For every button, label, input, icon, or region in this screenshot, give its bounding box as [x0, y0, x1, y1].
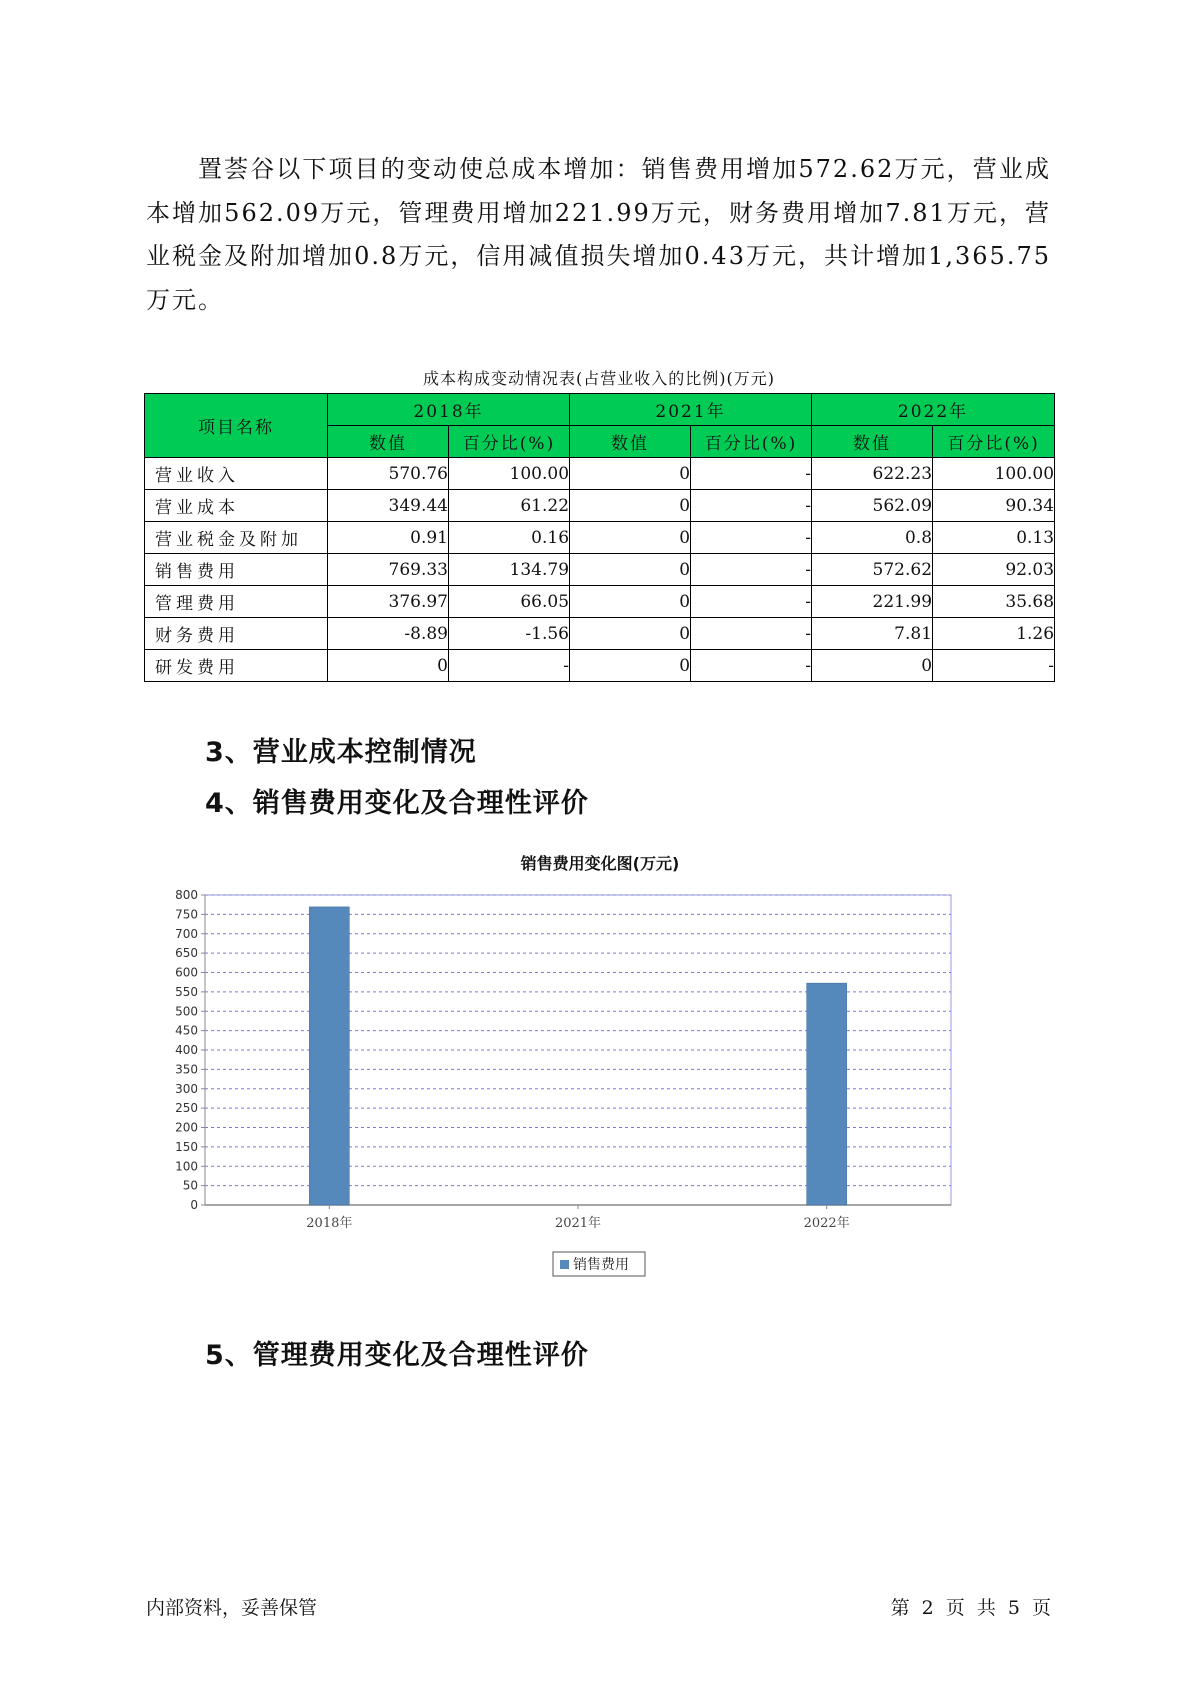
table-cell: 0: [812, 650, 933, 682]
subheader-pct: 百分比(%): [449, 426, 570, 458]
table-cell: 570.76: [328, 458, 449, 490]
y-tick-label: 550: [175, 984, 198, 999]
y-tick-label: 750: [175, 907, 198, 922]
table-cell: 90.34: [933, 490, 1055, 522]
table-cell: 61.22: [449, 490, 570, 522]
table-cell: 0: [570, 554, 691, 586]
subheader-value: 数值: [812, 426, 933, 458]
body-paragraph: 置荟谷以下项目的变动使总成本增加：销售费用增加572.62万元，营业成本增加562.09万元，管理费用增加221.99万元，财务费用增加7.81万元，营业税金及附加增加0.8万元，信用减值损失增加0.43万元，共计增加1,365.75万元。: [146, 155, 1051, 314]
table-cell: 0: [570, 650, 691, 682]
x-tick-label: 2018年: [306, 1216, 353, 1231]
header-year: 2021年: [570, 394, 812, 426]
table-cell: 35.68: [933, 586, 1055, 618]
header-year: 2022年: [812, 394, 1055, 426]
y-tick-label: 300: [175, 1081, 198, 1096]
row-name-cell: 研发费用: [145, 650, 328, 682]
table-caption: 成本构成变动情况表(占营业收入的比例)(万元): [423, 369, 775, 388]
y-tick-label: 800: [175, 888, 198, 902]
table-cell: 0: [328, 650, 449, 682]
table-cell: 0.13: [933, 522, 1055, 554]
table-cell: 92.03: [933, 554, 1055, 586]
y-tick-label: 450: [175, 1023, 198, 1038]
table-cell: -: [691, 650, 812, 682]
row-name-cell: 营业成本: [145, 490, 328, 522]
table-header-row: [145, 394, 1055, 426]
section-heading-4: 4、销售费用变化及合理性评价: [205, 788, 589, 819]
section-heading-3: 3、营业成本控制情况: [205, 737, 477, 768]
row-name-cell: 营业税金及附加: [145, 522, 328, 554]
legend-label: 销售费用: [573, 1257, 629, 1273]
table-cell: -: [691, 586, 812, 618]
row-name-cell: 管理费用: [145, 586, 328, 618]
legend-swatch: [560, 1260, 569, 1269]
table-cell: 0: [570, 618, 691, 650]
y-tick-label: 600: [175, 965, 198, 980]
bar: [807, 983, 847, 1205]
table-cell: 0: [570, 458, 691, 490]
row-name-cell: 营业收入: [145, 458, 328, 490]
table-cell: 769.33: [328, 554, 449, 586]
chart-title: 销售费用变化图(万元): [520, 854, 680, 873]
table-cell: -: [691, 490, 812, 522]
table-row: [145, 490, 1055, 522]
table-cell: 221.99: [812, 586, 933, 618]
section-heading-5: 5、管理费用变化及合理性评价: [205, 1340, 589, 1371]
header-year: 2018年: [328, 394, 570, 426]
cost-structure-table: [144, 393, 1055, 682]
table-cell: 66.05: [449, 586, 570, 618]
y-tick-label: 250: [175, 1101, 198, 1116]
y-tick-label: 700: [175, 926, 198, 941]
x-tick-label: 2021年: [554, 1216, 602, 1231]
table-cell: -1.56: [449, 618, 570, 650]
table-cell: 376.97: [328, 586, 449, 618]
y-tick-label: 50: [182, 1178, 198, 1193]
table-row: [145, 586, 1055, 618]
table-row: [145, 522, 1055, 554]
header-item-name: 项目名称: [145, 394, 328, 458]
table-cell: 7.81: [812, 618, 933, 650]
row-name-cell: 财务费用: [145, 618, 328, 650]
y-tick-label: 0: [190, 1198, 198, 1212]
table-cell: -: [691, 618, 812, 650]
table-cell: 0.16: [449, 522, 570, 554]
y-tick-label: 500: [175, 1004, 198, 1019]
table-cell: -8.89: [328, 618, 449, 650]
table-cell: 0: [570, 522, 691, 554]
table-cell: 0: [570, 586, 691, 618]
subheader-pct: 百分比(%): [691, 426, 812, 458]
table-cell: 572.62: [812, 554, 933, 586]
table-cell: 100.00: [449, 458, 570, 490]
y-tick-label: 100: [175, 1159, 198, 1174]
y-tick-label: 650: [175, 946, 198, 961]
sales-expense-bar-chart: [160, 880, 1020, 1300]
table-cell: -: [933, 650, 1055, 682]
table-cell: -: [691, 522, 812, 554]
table-cell: 100.00: [933, 458, 1055, 490]
subheader-pct: 百分比(%): [933, 426, 1055, 458]
y-tick-label: 200: [175, 1120, 198, 1135]
table-row: [145, 618, 1055, 650]
footer-confidential: 内部资料，妥善保管: [146, 1597, 318, 1619]
table-cell: 0: [570, 490, 691, 522]
table-cell: 134.79: [449, 554, 570, 586]
table-row: [145, 650, 1055, 682]
subheader-value: 数值: [570, 426, 691, 458]
bar: [309, 907, 349, 1205]
y-tick-label: 400: [175, 1043, 198, 1057]
table-cell: -: [691, 554, 812, 586]
table-row: [145, 458, 1055, 490]
table-cell: 622.23: [812, 458, 933, 490]
x-tick-label: 2022年: [803, 1216, 850, 1231]
table-cell: -: [691, 458, 812, 490]
y-tick-label: 150: [175, 1139, 198, 1154]
subheader-value: 数值: [328, 426, 449, 458]
table-cell: 0.8: [812, 522, 933, 554]
table-cell: 1.26: [933, 618, 1055, 650]
footer-page-number: 第 2 页 共 5 页: [890, 1597, 1051, 1619]
table-cell: 0.91: [328, 522, 449, 554]
table-cell: 562.09: [812, 490, 933, 522]
table-cell: 349.44: [328, 490, 449, 522]
row-name-cell: 销售费用: [145, 554, 328, 586]
table-row: [145, 554, 1055, 586]
table-cell: -: [449, 650, 570, 682]
y-tick-label: 350: [175, 1062, 198, 1077]
